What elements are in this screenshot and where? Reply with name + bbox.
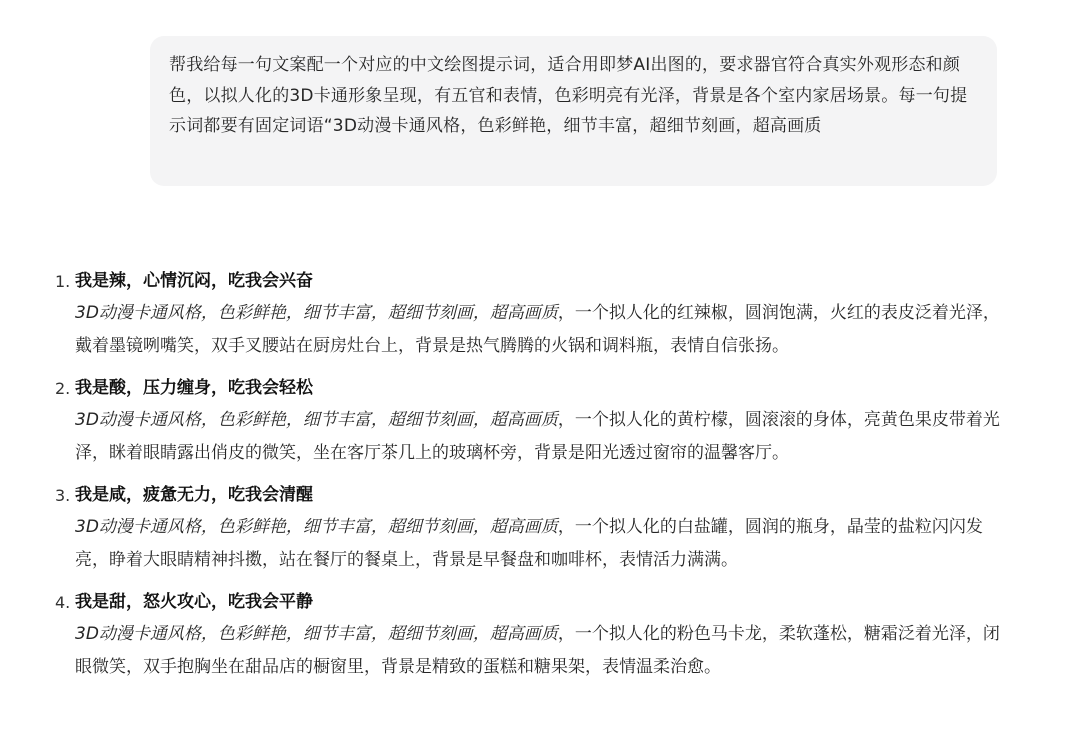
assistant-answer <box>40 266 1000 694</box>
list-item-3 <box>40 480 1000 577</box>
list-item-prompt <box>75 618 1000 684</box>
user-message-text: 帮我给每一句文案配一个对应的中文绘图提示词，适合用即梦AI出图的，要求器官符合真实外观形态和颜色，以拟人化的3D卡通形象呈现，有五官和表情，色彩明亮有光泽，背景是各个室内家居场景。每一句提示词都要有固定词语“3D动漫卡通风格，色彩鲜艳，细节丰富，超细节刻画，超高画质 <box>169 55 968 136</box>
fixed-phrase: 3D动漫卡通风格，色彩鲜艳，细节丰富，超细节刻画，超高画质 <box>75 517 558 537</box>
prompt-description: ，一个拟人化的白盐罐，圆润的瓶身，晶莹的盐粒闪闪发亮，睁着大眼睛精神抖擞，站在餐厅的餐桌上，背景是早餐盘和咖啡杯，表情活力满满。 <box>75 517 983 570</box>
list-item-1 <box>40 266 1000 363</box>
user-message-bubble <box>150 36 997 186</box>
list-item-number: 1. <box>55 272 71 291</box>
list-item-title: 我是辣，心情沉闷，吃我会兴奋 <box>75 271 313 291</box>
list-item-number: 4. <box>55 593 71 612</box>
prompt-description: ，一个拟人化的黄柠檬，圆滚滚的身体，亮黄色果皮带着光泽，眯着眼睛露出俏皮的微笑，坐在客厅茶几上的玻璃杯旁，背景是阳光透过窗帘的温馨客厅。 <box>75 410 1000 463</box>
list-item-title: 我是甜，怒火攻心，吃我会平静 <box>75 592 313 612</box>
list-item-prompt <box>75 297 1000 363</box>
list-item-prompt <box>75 404 1000 470</box>
list-item-2 <box>40 373 1000 470</box>
prompt-description: ，一个拟人化的粉色马卡龙，柔软蓬松，糖霜泛着光泽，闭眼微笑，双手抱胸坐在甜品店的橱窗里，背景是精致的蛋糕和糖果架，表情温柔治愈。 <box>75 624 1000 677</box>
fixed-phrase: 3D动漫卡通风格，色彩鲜艳，细节丰富，超细节刻画，超高画质 <box>75 624 558 644</box>
list-item-number: 3. <box>55 486 71 505</box>
list-item-title: 我是咸，疲惫无力，吃我会清醒 <box>75 485 313 505</box>
prompt-description: ，一个拟人化的红辣椒，圆润饱满，火红的表皮泛着光泽，戴着墨镜咧嘴笑，双手叉腰站在厨房灶台上，背景是热气腾腾的火锅和调料瓶，表情自信张扬。 <box>75 303 1000 356</box>
list-item-title: 我是酸，压力缠身，吃我会轻松 <box>75 378 313 398</box>
fixed-phrase: 3D动漫卡通风格，色彩鲜艳，细节丰富，超细节刻画，超高画质 <box>75 303 558 323</box>
list-item-4 <box>40 587 1000 684</box>
list-item-prompt <box>75 511 1000 577</box>
fixed-phrase: 3D动漫卡通风格，色彩鲜艳，细节丰富，超细节刻画，超高画质 <box>75 410 558 430</box>
list-item-number: 2. <box>55 379 71 398</box>
